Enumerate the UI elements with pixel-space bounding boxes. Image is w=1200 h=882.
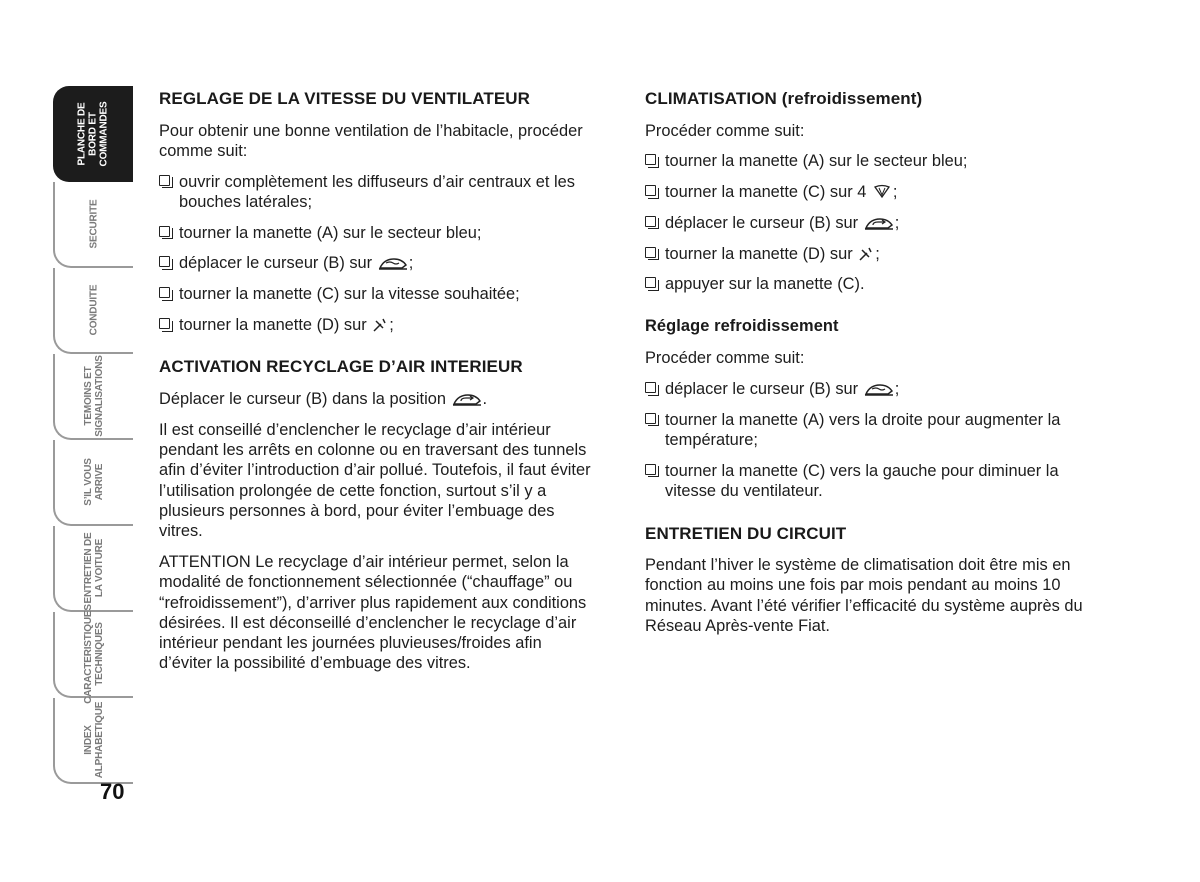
tab-label: ENTRETIEN DE LA VOITURE <box>83 532 105 604</box>
list-item-text: ouvrir complètement les diffuseurs d’air centraux et les bouches latérales; <box>179 172 575 211</box>
list-item <box>645 244 1085 264</box>
checkbox-bullet-icon <box>159 175 170 186</box>
checkbox-bullet-icon <box>159 287 170 298</box>
list-item-text: tourner la manette (A) vers la droite pour augmenter la température; <box>665 410 1061 450</box>
paragraph-text: Déplacer le curseur (B) dans la position <box>159 389 446 408</box>
punctuation: ; <box>894 380 900 399</box>
tab-caracteristiques[interactable] <box>53 604 133 704</box>
checkbox-bullet-icon <box>159 226 170 237</box>
tab-label: CONDUITE <box>88 284 100 336</box>
list-item-text: déplacer le curseur (B) sur <box>665 380 859 399</box>
checkbox-bullet-icon <box>645 216 656 227</box>
list-item-text: tourner la manette (A) sur le secteur bleu; <box>179 223 482 242</box>
list-item <box>645 213 1085 233</box>
left-column <box>159 88 599 684</box>
section-title-entretien: ENTRETIEN DU CIRCUIT <box>645 523 847 543</box>
paragraph: Pendant l’hiver le système de climatisation doit être mis en fonction au moins une fois par mois pendant au moins 10 minutes. Avant l’été vérifier l’efficacité du système auprès du Réseau Après-vente Fiat. <box>645 556 1083 635</box>
list-item-text: tourner la manette (D) sur <box>665 244 853 263</box>
tab-label: TEMOINS ET SIGNALISATIONS <box>83 355 105 437</box>
list-item-text: tourner la manette (C) vers la gauche pour diminuer la vitesse du ventilateur. <box>665 461 1059 501</box>
page-number: 70 <box>100 779 125 804</box>
paragraph: Il est conseillé d’enclencher le recyclage d’air intérieur pendant les arrêts en colonne ou en traversant des tunnels afin d’éviter l’introduction d’air pollué. Toutefois, il faut éviter l’utilisation prolongée de cette fonction, surtout s’il y a plusieurs personnes à bord, pour éviter l’embuage des vitres. <box>159 420 591 541</box>
section-title-climatisation: CLIMATISATION (refroidissement) <box>645 89 923 108</box>
section-title-recyclage: ACTIVATION RECYCLAGE D’AIR INTERIEUR <box>159 357 523 377</box>
list-item-text: déplacer le curseur (B) sur <box>179 254 373 273</box>
list-item <box>645 182 1085 202</box>
list-item <box>645 274 1085 294</box>
fresh-air-icon <box>864 382 894 397</box>
list-item <box>645 151 1085 171</box>
list-item-text: déplacer le curseur (B) sur <box>665 213 859 232</box>
tab-index[interactable] <box>53 698 133 784</box>
paragraph <box>159 389 599 409</box>
section-title-reglage: Réglage refroidissement <box>645 316 839 335</box>
list-item-text: appuyer sur la manette (C). <box>665 275 865 294</box>
paragraph: ATTENTION Le recyclage d’air intérieur permet, selon la modalité de fonctionnement sélectionnée (“chauffage” ou “refroidissement”), d’arriver plus rapidement aux conditions désirées. Il est déconseillé d’enclencher le recyclage d’air intérieur pendant les journées pluvieuses/froides afin d’éviter la possibilité d’embuage des vitres. <box>159 552 587 673</box>
tab-label: SECURITE <box>88 199 100 249</box>
punctuation: ; <box>408 254 414 273</box>
tab-label: CARACTERISTIQUES TECHNIQUES <box>83 604 105 704</box>
list-item-text: tourner la manette (C) sur 4 <box>665 183 867 202</box>
recirculation-icon <box>452 392 482 407</box>
checkbox-bullet-icon <box>645 154 656 165</box>
list-item <box>645 379 1085 399</box>
recirculation-icon <box>864 216 894 231</box>
tab-entretien[interactable] <box>53 526 133 612</box>
paragraph: Pour obtenir une bonne ventilation de l’habitacle, procéder comme suit: <box>159 121 583 160</box>
checkbox-bullet-icon <box>645 464 656 475</box>
list-item <box>645 410 1085 451</box>
tab-temoins[interactable] <box>53 354 133 440</box>
paragraph: Procéder comme suit: <box>645 121 805 140</box>
tab-label: S’IL VOUS ARRIVE <box>83 458 105 506</box>
list-item <box>159 284 599 304</box>
fan-speed-icon <box>872 184 892 200</box>
list-item <box>645 461 1085 502</box>
section-tabs <box>53 86 133 784</box>
section-title-ventilateur: REGLAGE DE LA VITESSE DU VENTILATEUR <box>159 89 531 108</box>
air-distribution-icon <box>858 246 874 262</box>
list-item-text: tourner la manette (A) sur le secteur bleu; <box>665 152 968 171</box>
list-item-text: tourner la manette (D) sur <box>179 316 367 335</box>
checkbox-bullet-icon <box>645 185 656 196</box>
tab-securite[interactable] <box>53 182 133 268</box>
punctuation: ; <box>892 183 898 202</box>
air-distribution-icon <box>372 317 388 333</box>
punctuation: ; <box>894 213 900 232</box>
checkbox-bullet-icon <box>159 318 170 329</box>
tab-planche-de-bord[interactable] <box>53 86 133 182</box>
punctuation: . <box>482 389 488 408</box>
punctuation: ; <box>875 244 880 263</box>
list-item <box>159 223 599 243</box>
tab-conduite[interactable] <box>53 268 133 354</box>
tab-sil-vous-arrive[interactable] <box>53 440 133 526</box>
checkbox-bullet-icon <box>645 413 656 424</box>
fresh-air-icon <box>378 256 408 271</box>
checkbox-bullet-icon <box>645 277 656 288</box>
checkbox-bullet-icon <box>159 256 170 267</box>
right-column <box>645 88 1085 647</box>
list-item <box>159 315 599 335</box>
checkbox-bullet-icon <box>645 247 656 258</box>
punctuation: ; <box>389 316 394 335</box>
list-item <box>159 253 599 273</box>
paragraph: Procéder comme suit: <box>645 349 805 368</box>
tab-label: INDEX ALPHABETIQUE <box>83 701 105 779</box>
tab-label: PLANCHE DE BORD ET COMMANDES <box>76 101 110 167</box>
checkbox-bullet-icon <box>645 382 656 393</box>
list-item-text: tourner la manette (C) sur la vitesse souhaitée; <box>179 285 520 304</box>
list-item <box>159 172 599 213</box>
